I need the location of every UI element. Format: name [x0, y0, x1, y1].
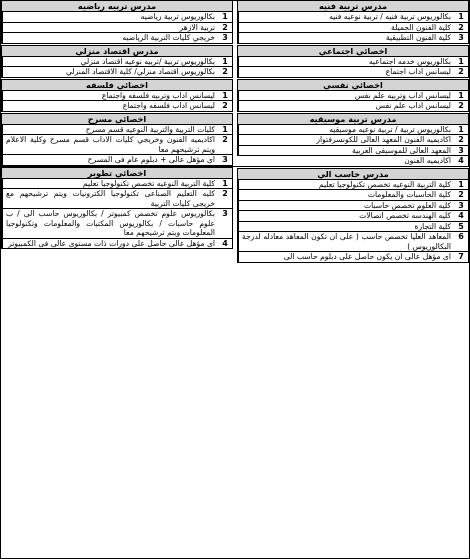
- qualification-text: كليات التربية والتربية النوعيه قسم مسرح: [2, 125, 218, 135]
- row-number: 3: [222, 209, 228, 218]
- row-number: 3: [458, 33, 464, 42]
- table-row: [237, 232, 469, 252]
- qualification-text: تربية الازهر: [2, 23, 218, 33]
- qualification-text: بكالوريوس خدمه اجتماعيه: [238, 57, 454, 67]
- row-number: 1: [222, 90, 228, 100]
- row-number: 1: [222, 56, 228, 66]
- section: [237, 0, 469, 46]
- table-row: [1, 135, 233, 155]
- row-number: 3: [222, 155, 228, 164]
- right-column: [237, 1, 469, 265]
- section: [237, 45, 469, 80]
- section: [1, 79, 233, 114]
- table-row: [237, 190, 469, 201]
- section-title: مدرس اقتصاد منزلي: [1, 45, 233, 57]
- section-gap: [237, 263, 469, 265]
- row-number: 2: [222, 67, 228, 76]
- table-row: [237, 252, 469, 263]
- qualification-text: اى مؤهل عالى حاصل على دورات ذات مستوى عالى فى الكمبيوتر: [2, 239, 218, 249]
- row-number: 1: [458, 90, 464, 100]
- table-row: [1, 101, 233, 112]
- table-row: [237, 201, 469, 212]
- section: [1, 45, 233, 80]
- section-title: مدرس حاسب الي: [237, 168, 469, 180]
- row-number: 2: [458, 101, 464, 110]
- qualification-text: اكاديميه الفنون وخريجي كليات الاداب قسم مسرح وكلية الاعلام ويتم ترشيحهم معا: [2, 135, 218, 154]
- row-number: 5: [458, 221, 464, 231]
- row-number: 4: [458, 156, 464, 165]
- qualification-text: بكالوريوس تربية رياضيه: [2, 12, 218, 22]
- row-number: 2: [458, 190, 464, 199]
- table-row: [1, 57, 233, 68]
- row-number: 3: [222, 33, 228, 42]
- table-row: [1, 91, 233, 102]
- table-row: [1, 67, 233, 78]
- table-row: [237, 135, 469, 146]
- table-row: [237, 33, 469, 44]
- table-row: [237, 211, 469, 222]
- row-number: 2: [458, 135, 464, 144]
- qualification-text: خريجي كليات التربية الرياضيه: [2, 33, 218, 43]
- qualification-text: كلية التجارة: [238, 222, 454, 232]
- row-number: 6: [458, 232, 464, 241]
- row-number: 2: [222, 189, 228, 198]
- section-title: اخصائي فلسفه: [1, 79, 233, 91]
- qualification-text: بكالوريوس تربية / تربية نوعيه موسيقيه: [238, 125, 454, 135]
- section-title: مدرس تربية موسيقيه: [237, 113, 469, 125]
- row-number: 1: [458, 179, 464, 189]
- row-number: 1: [222, 12, 228, 21]
- section: [237, 79, 469, 114]
- table-row: [237, 67, 469, 78]
- table-row: [1, 189, 233, 209]
- section-gap: [1, 249, 233, 251]
- qualification-text: اكاديميه الفنون: [2, 156, 454, 166]
- section: [1, 0, 233, 46]
- qualification-text: بكالوريوس اقتصاد منزلي/ كلية الاقتصاد المنزلي: [2, 67, 218, 77]
- qualification-text: اى مؤهل عالى ان يكون حاصل على دبلوم حاسب الى: [238, 252, 454, 262]
- row-number: 1: [458, 56, 464, 66]
- qualification-text: كلية التربية النوعيه تخصص تكنولوجيا تعليم: [238, 180, 454, 190]
- qualification-text: كلية الفنون الجميلة: [238, 23, 454, 33]
- table-row: [1, 209, 233, 239]
- qualification-text: كليه العلوم تخصص حاسبات: [238, 201, 454, 211]
- row-number: 1: [222, 178, 228, 188]
- qualification-text: اى مؤهل عالى + دبلوم عام فى المسرح: [2, 155, 218, 165]
- qualification-text: كليه الهندسه تخصص اتصالات: [238, 211, 454, 221]
- qualifications-table: [1, 1, 469, 265]
- table-row: [237, 91, 469, 102]
- row-number: 4: [222, 238, 228, 248]
- row-number: 1: [458, 124, 464, 134]
- section-title: مدرس تربيه رياضيه: [1, 0, 233, 12]
- table-row: [237, 12, 469, 23]
- section: [1, 167, 233, 252]
- row-number: 7: [458, 252, 464, 261]
- row-number: 1: [222, 124, 228, 134]
- row-number: 2: [222, 22, 228, 32]
- table-row: [1, 239, 233, 250]
- row-number: 3: [458, 145, 464, 155]
- table-row: [1, 125, 233, 136]
- table-row: [237, 101, 469, 112]
- row-number: 2: [458, 67, 464, 76]
- qualification-text: المعهد العالى للموسيقى العربية: [238, 146, 454, 156]
- qualification-text: كلية الحاسبات والمعلومات: [238, 190, 454, 200]
- qualification-text: بكالوريوس علوم تخصص كمبيوتر / بكالوريوس حاسب الى / ب علوم حاسبات / بكالوريوس المكتبات والمعلومات وتكنولوجيا المعلومات ويتم ترشيحهم معا: [2, 209, 218, 238]
- row-number: 1: [458, 12, 464, 21]
- section-title: مدرس تربية فنيه: [237, 0, 469, 12]
- table-row: [1, 12, 233, 23]
- table-row: [237, 222, 469, 233]
- qualification-text: بكالوريوس تربية فنيه / تربية نوعيه فنيه: [238, 12, 454, 22]
- table-row: [237, 146, 469, 157]
- table-row: [237, 23, 469, 34]
- row-number: 2: [458, 22, 464, 32]
- qualification-text: المعاهد العليا تخصص حاسب ( على ان تكون المعاهد معادله لدرجة البكالوريوس ): [238, 232, 454, 251]
- section: [237, 168, 469, 265]
- left-column: [1, 1, 233, 265]
- qualification-text: بكالوريوس تربية /تربيه نوعيه اقتصاد منزلي: [2, 57, 218, 67]
- section-title: اخصائي اجتماعي: [237, 45, 469, 57]
- table-row: [1, 23, 233, 34]
- table-row: [237, 57, 469, 68]
- table-row: [1, 179, 233, 190]
- table-row: [237, 125, 469, 136]
- qualification-text: ليسانس اداب وتربيه علم نفس: [238, 91, 454, 101]
- qualification-text: ليسانس اداب علم نفس: [238, 101, 454, 111]
- section-title: اخصائي تطوير: [1, 167, 233, 179]
- qualification-text: كلية التربية النوعيه تخصص تكنولوجيا تعليم: [2, 179, 218, 189]
- table-row: [237, 180, 469, 191]
- row-number: 4: [458, 211, 464, 220]
- section-title: اخصائي نفسي: [237, 79, 469, 91]
- qualification-text: ليسانس اداب وتربيه فلسفه واجتماع: [2, 91, 218, 101]
- qualification-text: كلية الفنون التطبيقية: [238, 33, 454, 43]
- table-row: [1, 155, 233, 166]
- table-row: [1, 33, 233, 44]
- section: [1, 113, 233, 168]
- qualification-text: ليسانس اداب فلسفه واجتماع: [2, 101, 218, 111]
- qualification-text: اكاديميه الفنون المعهد العالى للكونسرفتوار: [238, 135, 454, 145]
- qualification-text: ليسانس اداب اجتماع: [238, 67, 454, 77]
- row-number: 2: [222, 135, 228, 144]
- qualification-text: كليه التعليم الصناعى تكنولوجيا الكترونيات ويتم ترشيحهم مع خريجى كليات التربية: [2, 189, 218, 208]
- section: [237, 113, 469, 169]
- row-number: 3: [458, 200, 464, 210]
- section-title: اخصائي مسرح: [1, 113, 233, 125]
- row-number: 2: [222, 101, 228, 110]
